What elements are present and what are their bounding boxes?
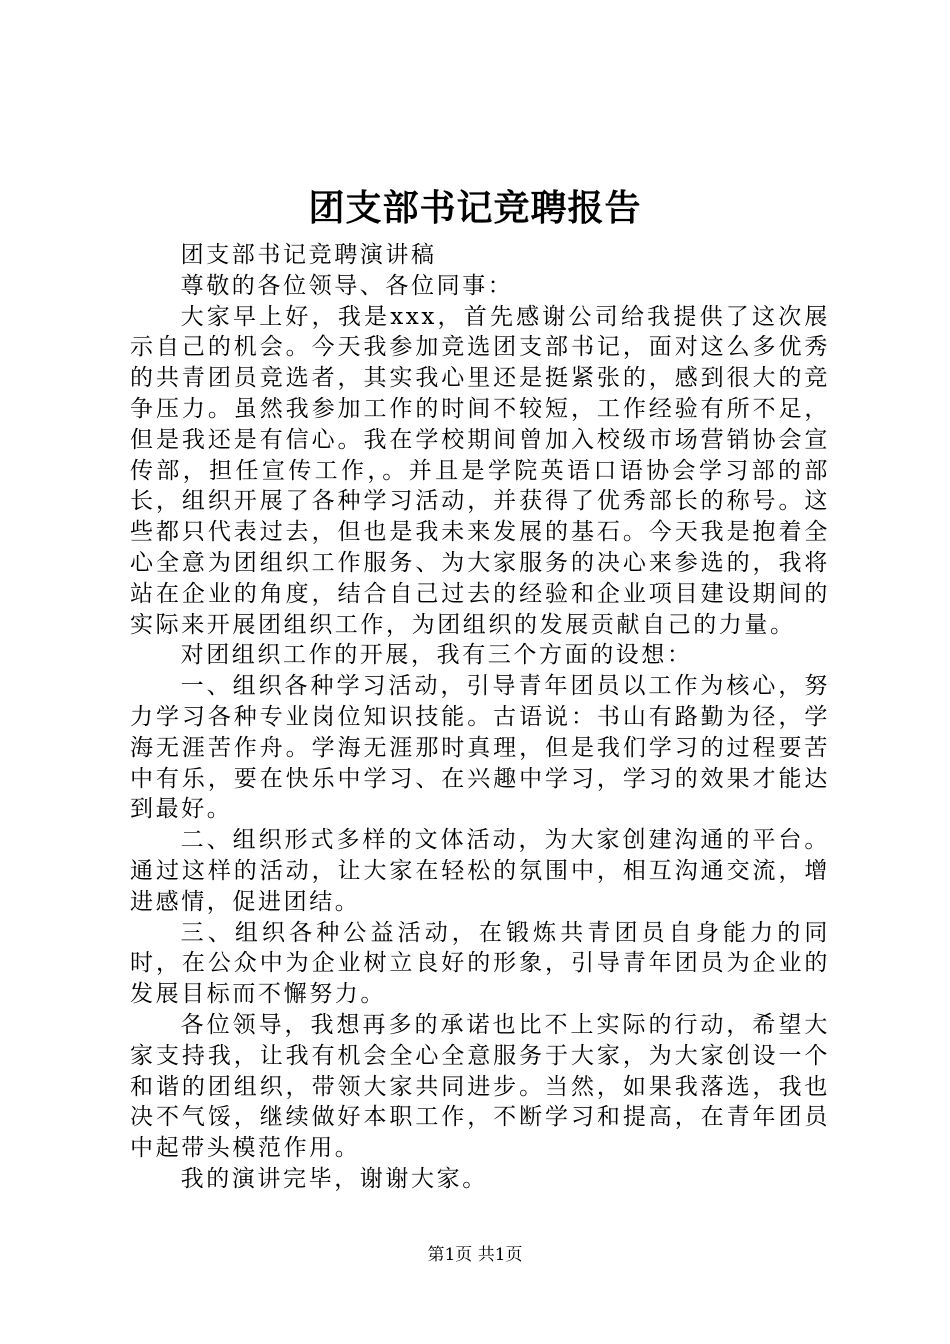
document-title: 团支部书记竞聘报告: [308, 187, 642, 229]
page-number-footer: 第1页 共1页: [427, 1245, 523, 1265]
paragraph-subtitle: 团支部书记竞聘演讲稿: [180, 242, 437, 268]
paragraph-commitment: 各位领导，我想再多的承诺也比不上实际的行动，希望大家支持我，让我有机会全心全意服务于大家，为大家创设一个和谐的团组织，带领大家共同进步。当然，如果我落选，我也决不气馁，继续做好本职工作，不断学习和提高，在青年团员中起带头模范作用。: [130, 1011, 830, 1162]
paragraph-closing: 我的演讲完毕，谢谢大家。: [180, 1165, 488, 1192]
paragraph-plan-one: 一、组织各种学习活动，引导青年团员以工作为核心，努力学习各种专业岗位知识技能。古语说：书山有路勤为径，学海无涯苦作舟。学海无涯那时真理，但是我们学习的过程要苦中有乐，要在快乐中学习、在兴趣中学习，学习的效果才能达到最好。: [130, 673, 830, 823]
paragraph-plan-three: 三、组织各种公益活动，在锻炼共青团员自身能力的同时，在公众中为企业树立良好的形象，引导青年团员为企业的发展目标而不懈努力。: [130, 919, 830, 1008]
paragraph-salutation: 尊敬的各位领导、各位同事：: [180, 272, 514, 299]
document-body: [130, 240, 830, 1195]
paragraph-introduction: 大家早上好，我是xxx，首先感谢公司给我提供了这次展示自己的机会。今天我参加竞选团支部书记，面对这么多优秀的共青团员竞选者，其实我心里还是挺紧张的，感到很大的竞争压力。虽然我参加工作的时间不较短，工作经验有所不足，但是我还是有信心。我在学校期间曾加入校级市场营销协会宣传部，担任宣传工作，。并且是学院英语口语协会学习部的部长，组织开展了各种学习活动，并获得了优秀部长的称号。这些都只代表过去，但也是我未来发展的基石。今天我是抱着全心全意为团组织工作服务、为大家服务的决心来参选的，我将站在企业的角度，结合自己过去的经验和企业项目建设期间的实际来开展团组织工作，为团组织的发展贡献自己的力量。: [130, 303, 830, 638]
paragraph-plans-intro: 对团组织工作的开展，我有三个方面的设想：: [180, 642, 693, 669]
paragraph-plan-two: 二、组织形式多样的文体活动，为大家创建沟通的平台。通过这样的活动，让大家在轻松的氛围中，相互沟通交流，增进感情，促进团结。: [130, 827, 830, 915]
